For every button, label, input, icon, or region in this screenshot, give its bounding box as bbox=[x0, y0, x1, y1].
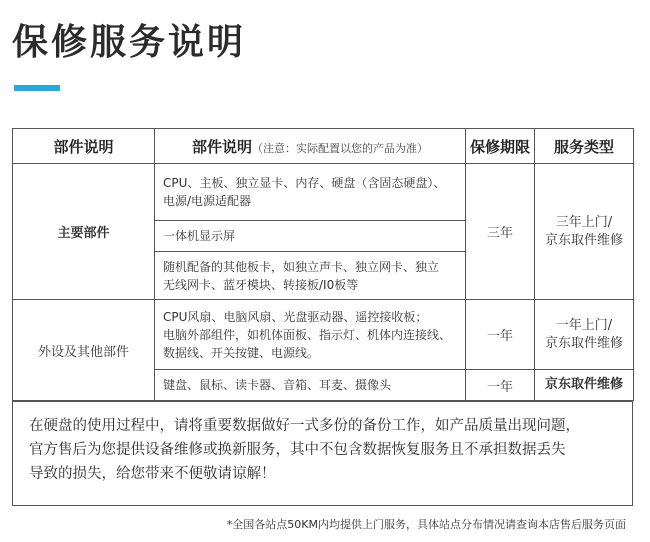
header-category: 部件说明 bbox=[13, 129, 155, 164]
description-cell bbox=[155, 300, 466, 370]
warranty-table bbox=[12, 128, 634, 401]
description-cell bbox=[155, 252, 466, 300]
header-description bbox=[155, 129, 466, 164]
header-period: 保修期限 bbox=[466, 129, 535, 164]
table-row bbox=[13, 164, 634, 221]
page-title: 保修服务说明 bbox=[12, 22, 247, 63]
description-line: 电源/电源适配器 bbox=[163, 194, 252, 208]
header-service: 服务类型 bbox=[535, 129, 634, 164]
description-line: CPU风扇、电脑风扇、光盘驱动器、遥控接收板； bbox=[163, 309, 428, 324]
description-line: 随机配备的其他板卡，如独立声卡、独立网卡、独立 bbox=[163, 259, 440, 274]
description-line: 无线网卡、蓝牙模块、转接板/I0板等 bbox=[163, 277, 359, 292]
service-accessories: 京东取件维修 bbox=[535, 370, 634, 401]
header-description-note: （注意：实际配置以您的产品为准） bbox=[252, 141, 428, 155]
description-line: 数据线、开关按键、电源线。 bbox=[163, 345, 320, 360]
footnote: *全国各站点50KM内均提供上门服务，具体站点分布情况请查询本店售后服务页面 bbox=[226, 518, 626, 531]
description-cell bbox=[155, 370, 466, 401]
period-main-parts: 三年 bbox=[466, 164, 535, 300]
notice-line: 官方售后为您提供设备维修或换新服务，其中不包含数据恢复服务且不承担数据丢失 bbox=[29, 442, 566, 458]
category-peripherals: 外设及其他部件 bbox=[13, 300, 155, 401]
title-accent-bar bbox=[14, 85, 60, 91]
header-description-label: 部件说明 bbox=[191, 137, 252, 156]
description-cell bbox=[155, 221, 466, 252]
service-line: 京东取件维修 bbox=[544, 232, 623, 248]
table-row bbox=[13, 300, 634, 370]
table-header-row bbox=[13, 129, 634, 164]
notice-line: 导致的损失，给您带来不便敬请谅解！ bbox=[29, 466, 276, 482]
description-line: 键盘、鼠标、读卡器、音箱、耳麦、摄像头 bbox=[163, 378, 392, 392]
service-peripherals bbox=[535, 300, 634, 370]
description-line: CPU、主板、独立显卡、内存、硬盘（含固态硬盘）、 bbox=[163, 176, 446, 190]
category-main-parts: 主要部件 bbox=[13, 164, 155, 300]
description-line: 一体机显示屏 bbox=[163, 229, 236, 243]
notice-line: 在硬盘的使用过程中，请将重要数据做好一式多份的备份工作，如产品质量出现问题， bbox=[29, 418, 580, 434]
service-line: 京东取件维修 bbox=[544, 335, 623, 351]
service-main-parts bbox=[535, 164, 634, 300]
description-cell bbox=[155, 164, 466, 221]
service-line: 一年上门/ bbox=[555, 317, 613, 333]
service-line: 三年上门/ bbox=[555, 214, 613, 230]
period-accessories: 一年 bbox=[466, 370, 535, 401]
description-line: 电脑外部组件，如机体面板、指示灯、机体内连接线、 bbox=[163, 327, 452, 342]
period-peripherals: 一年 bbox=[466, 300, 535, 370]
notice-box bbox=[12, 401, 633, 506]
